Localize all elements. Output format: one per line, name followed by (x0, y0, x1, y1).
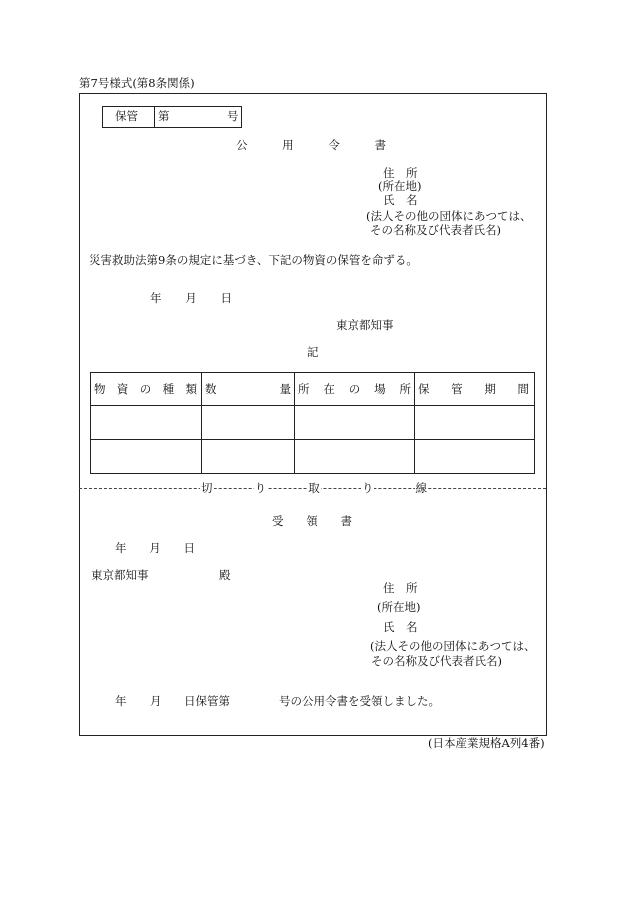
receipt-corp-note-1: (法人その他の団体にあつては、 (370, 639, 536, 653)
header-char: 資 (116, 382, 129, 396)
cut-line-char: 切 (201, 481, 213, 495)
table-col-line (201, 372, 202, 473)
header-char: 保 (418, 382, 430, 396)
receipt-title-char: 書 (340, 514, 352, 528)
order-title-char: 公 (236, 138, 248, 152)
order-title-char: 令 (328, 138, 340, 152)
order-body-text: 災害救助法第9条の規定に基づき、下記の物資の保管を命ずる。 (89, 253, 418, 267)
footer-note: (日本産業規格A列4番) (428, 736, 545, 750)
order-name-label: 氏 名 (383, 193, 418, 207)
receipt-bottom-month: 月 (150, 694, 162, 708)
receipt-bottom-year: 年 (115, 694, 127, 708)
order-title-char: 書 (374, 138, 386, 152)
receipt-date-month: 月 (149, 541, 161, 555)
receipt-title-char: 受 (272, 514, 284, 528)
receipt-bottom-rest: 号の公用令書を受領しました。 (279, 694, 440, 708)
order-issuer: 東京都知事 (336, 318, 394, 332)
header-char: 場 (374, 382, 386, 396)
cut-line-char: り (361, 481, 374, 495)
receipt-location-label: (所在地) (377, 600, 421, 614)
header-char: 数 (205, 382, 217, 396)
receipt-honorific: 殿 (219, 568, 231, 582)
receipt-address-label: 住 所 (383, 581, 418, 595)
receipt-title (272, 516, 352, 528)
order-date-day: 日 (220, 291, 232, 305)
storage-box-divider (154, 106, 155, 127)
receipt-bottom-day-storage: 日保管第 (184, 694, 230, 708)
receipt-title-char: 領 (306, 514, 318, 528)
receipt-addressee: 東京都知事 (91, 568, 149, 582)
order-ki: 記 (307, 345, 319, 359)
cut-line-label (200, 481, 428, 495)
header-char: 間 (517, 382, 529, 396)
order-date (150, 293, 232, 305)
header-char: 種 (162, 382, 175, 396)
order-corp-note-1: (法人その他の団体にあつては、 (366, 209, 532, 223)
table-header-storage-period (418, 384, 529, 396)
order-date-month: 月 (185, 291, 197, 305)
table-header-quantity (205, 384, 291, 396)
receipt-corp-note-2: その名称及び代表者氏名) (371, 654, 502, 668)
receipt-date-year: 年 (115, 541, 127, 555)
order-date-year: 年 (150, 291, 162, 305)
receipt-date (115, 543, 195, 555)
order-title-char: 用 (282, 138, 294, 152)
storage-prefix: 第 (158, 109, 170, 123)
table-row-line (90, 405, 534, 406)
order-address-label: 住 所 (383, 166, 418, 180)
receipt-date-day: 日 (183, 541, 195, 555)
header-char: 管 (451, 382, 463, 396)
receipt-name-label: 氏 名 (383, 620, 418, 634)
header-char: 所 (399, 382, 411, 396)
header-char: 類 (185, 382, 197, 396)
order-title (236, 140, 386, 152)
header-char: 物 (94, 382, 106, 396)
header-char: 所 (298, 382, 310, 396)
storage-suffix: 号 (227, 109, 239, 123)
table-col-line (294, 372, 295, 473)
header-char: 在 (323, 382, 335, 396)
order-location-label: (所在地) (378, 179, 422, 193)
table-row-line (90, 439, 534, 440)
order-corp-note-2: その名称及び代表者氏名) (370, 223, 501, 237)
header-char: 期 (484, 382, 496, 396)
cut-line-char: 取 (308, 481, 320, 495)
header-char: の (348, 382, 361, 396)
table-header-location (298, 384, 411, 396)
form-number: 第7号様式(第8条関係) (79, 76, 195, 90)
header-char: 量 (279, 382, 291, 396)
table-col-line (414, 372, 415, 473)
cut-line-char: 線 (415, 481, 427, 495)
storage-label: 保管 (115, 109, 138, 123)
cut-line-char: り (254, 481, 267, 495)
table-header-goods-type (94, 384, 197, 396)
header-char: の (139, 382, 152, 396)
